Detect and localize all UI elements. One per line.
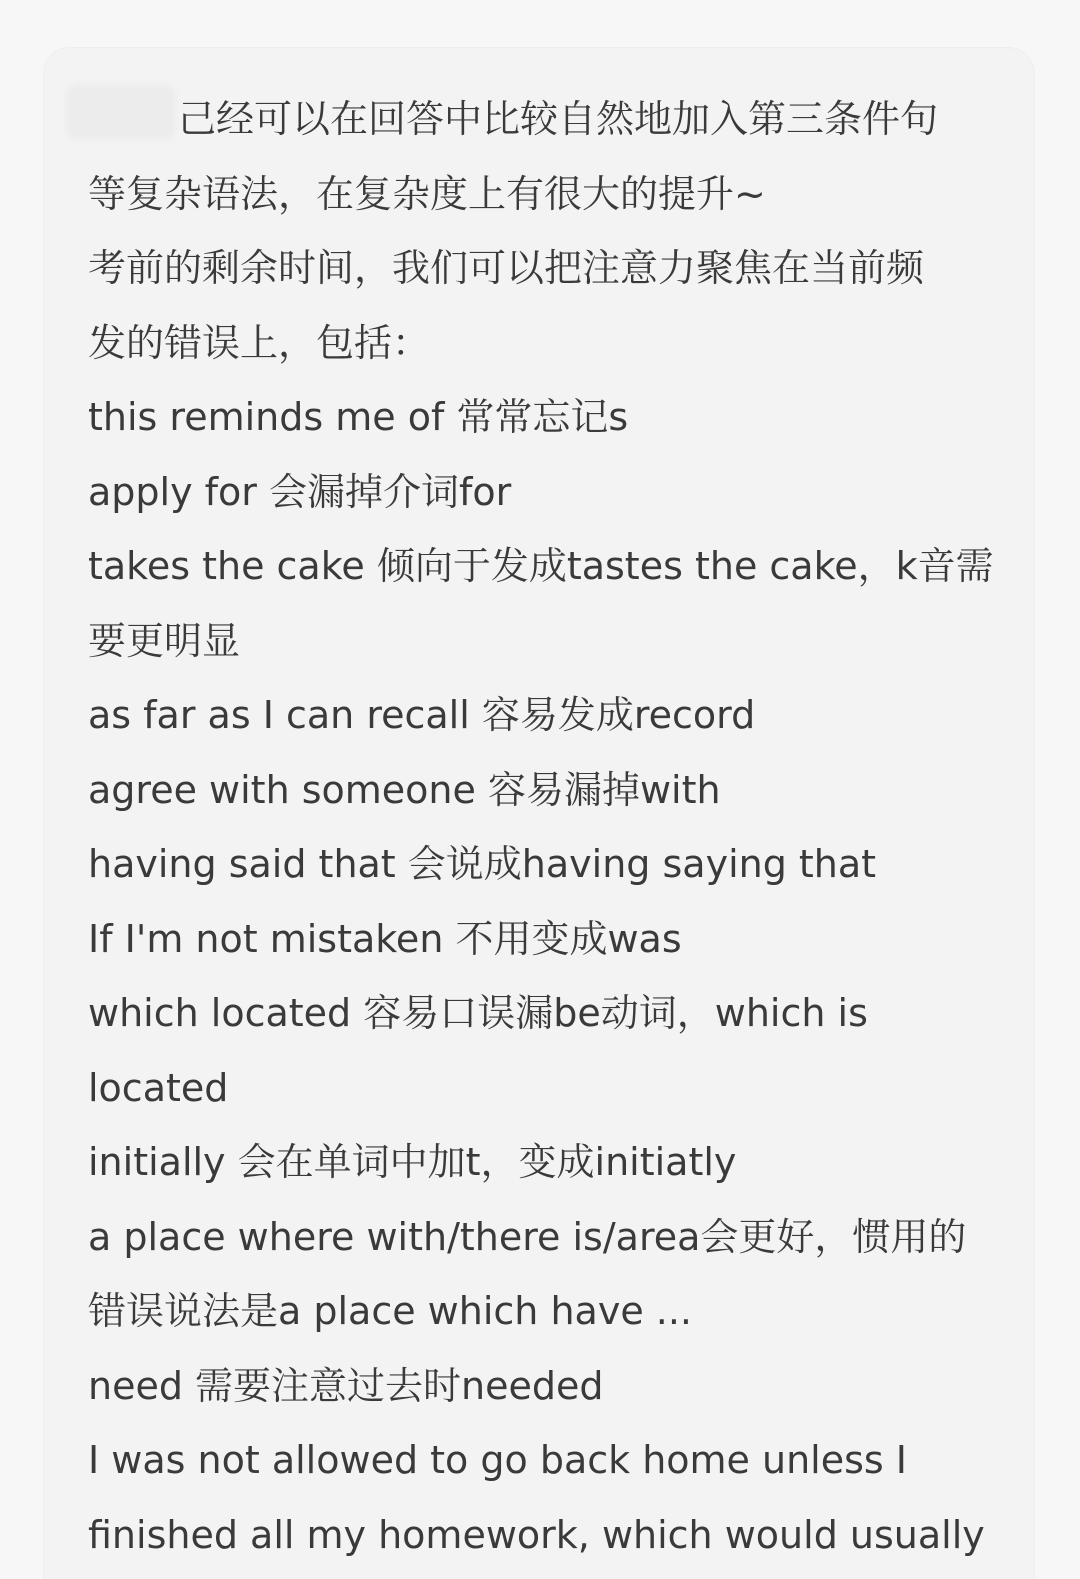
error-item: apply for 会漏掉介词for [88, 469, 512, 514]
error-item: a place where with/there is/area会更好，惯用的 [88, 1214, 967, 1259]
error-item: this reminds me of 常常忘记s [88, 395, 629, 439]
error-item-continued: 要更明显 [88, 618, 241, 663]
example-sentence-continued: finished all my homework, which would usually [88, 1512, 985, 1557]
error-item: need 需要注意过去时needed [88, 1363, 604, 1408]
error-item: initially 会在单词中加t，变成initiatly [88, 1140, 737, 1184]
error-item-continued: located [88, 1065, 229, 1110]
error-item: takes the cake 倾向于发成tastes the cake，k音需 [88, 544, 994, 588]
feedback-line: 己经可以在回答中比较自然地加入第三条件句 [178, 97, 939, 141]
error-item: as far as I can recall 容易发成record [88, 693, 756, 737]
example-sentence: I was not allowed to go back home unless I [88, 1438, 908, 1482]
feedback-line: 等复杂语法，在复杂度上有很大的提升~ [88, 171, 766, 216]
feedback-line: 发的错误上，包括： [88, 320, 431, 365]
error-item: agree with someone 容易漏掉with [88, 767, 721, 812]
error-item: which located 容易口误漏be动词，which is [88, 991, 868, 1035]
error-item: If I'm not mistaken 不用变成was [88, 916, 682, 961]
feedback-line: 考前的剩余时间，我们可以把注意力聚焦在当前频 [88, 246, 925, 290]
error-item: having said that 会说成having saying that [88, 842, 877, 886]
feedback-text [88, 82, 994, 1572]
error-item-continued: 错误说法是a place which have ... [88, 1289, 693, 1333]
